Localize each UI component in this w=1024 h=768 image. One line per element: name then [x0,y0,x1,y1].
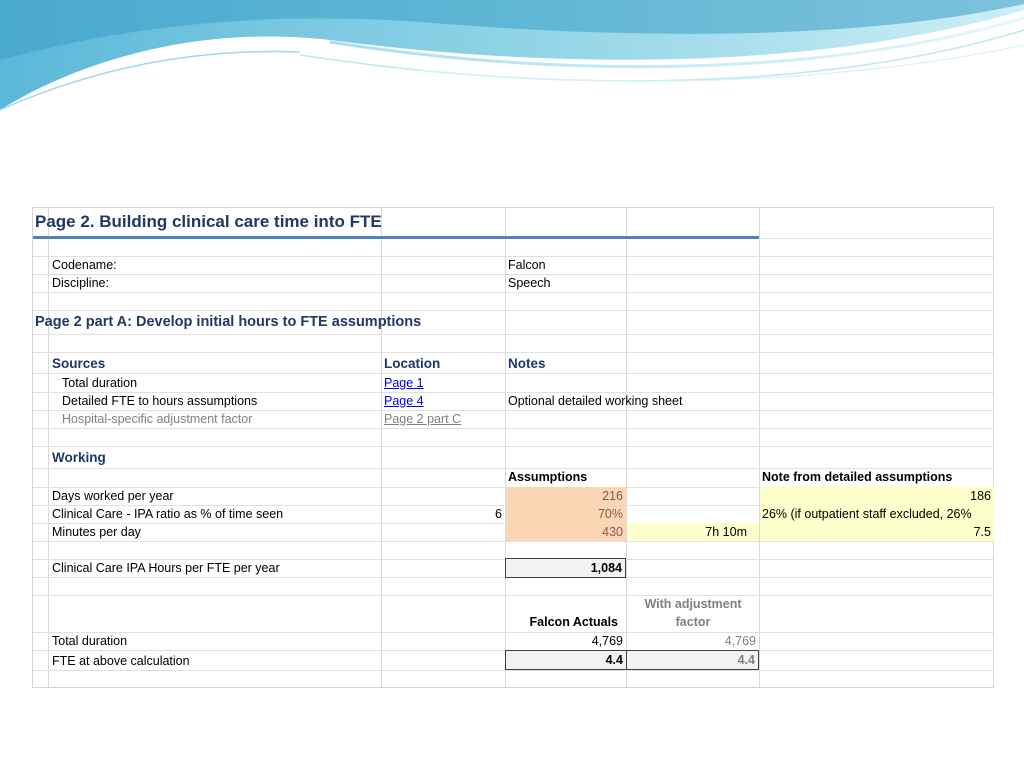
ipa-ratio-extra: 6 [495,507,502,521]
part-a-heading: Page 2 part A: Develop initial hours to FTE assumptions [35,314,422,330]
codename-label: Codename: [52,258,117,272]
grid-row-line [33,334,993,335]
total-duration-adjusted: 4,769 [724,634,756,648]
link-page-4[interactable]: Page 4 [384,394,424,408]
grid-row-line [33,446,993,447]
page-title: Page 2. Building clinical care time into FTE [35,212,382,231]
total-duration-actual: 4,769 [591,634,623,648]
total-duration-label: Total duration [52,634,128,648]
ipa-ratio-label: Clinical Care - IPA ratio as % of time seen [52,507,284,521]
falcon-actuals-header: Falcon Actuals [529,615,618,629]
minutes-per-day-value[interactable]: 430 [506,523,626,541]
days-worked-label: Days worked per year [52,489,174,503]
header-wave-decoration [0,0,1024,120]
grid-col-line [759,208,760,687]
grid-row-line [33,292,993,293]
location-header: Location [384,356,441,371]
spreadsheet [32,207,994,688]
minutes-per-day-note: 7.5 [760,523,994,541]
grid-row-line [33,541,993,542]
assumptions-header: Assumptions [508,470,588,484]
note-from-assumptions-header: Note from detailed assumptions [762,470,953,484]
sources-header: Sources [52,356,106,371]
grid-col-line [48,208,49,687]
source-detailed-fte: Detailed FTE to hours assumptions [62,394,258,408]
ipa-hours-value: 1,084 [505,558,626,578]
days-worked-note: 186 [760,487,994,505]
source-adjustment-factor: Hospital-specific adjustment factor [62,412,253,426]
minutes-per-day-label: Minutes per day [52,525,141,539]
grid-row-line [33,428,993,429]
title-underline [33,236,759,239]
working-heading: Working [52,450,106,465]
discipline-value: Speech [508,276,551,290]
notes-header: Notes [508,356,546,371]
source-total-duration: Total duration [62,376,138,390]
link-page-1[interactable]: Page 1 [384,376,424,390]
minutes-per-day-hm: 7h 10m [627,523,759,541]
grid-row-line [33,352,993,353]
link-page-2-part-c[interactable]: Page 2 part C [384,412,462,426]
grid-col-line [381,208,382,687]
fte-calculation-label: FTE at above calculation [52,654,190,668]
codename-value: Falcon [508,258,546,272]
note-optional-sheet: Optional detailed working sheet [508,394,683,408]
fte-adjusted-value: 4.4 [626,650,759,670]
adjustment-header-line-2: factor [675,615,711,629]
grid-row-line [33,595,993,596]
fte-actual-value: 4.4 [505,650,627,670]
discipline-label: Discipline: [52,276,109,290]
adjustment-header-line-1: With adjustment [644,597,742,611]
ipa-ratio-value[interactable]: 70% [506,505,626,523]
days-worked-value[interactable]: 216 [506,487,626,505]
grid-row-line [33,670,993,671]
ipa-ratio-note: 26% (if outpatient staff excluded, 26% [760,505,994,523]
ipa-hours-label: Clinical Care IPA Hours per FTE per year [52,561,280,575]
